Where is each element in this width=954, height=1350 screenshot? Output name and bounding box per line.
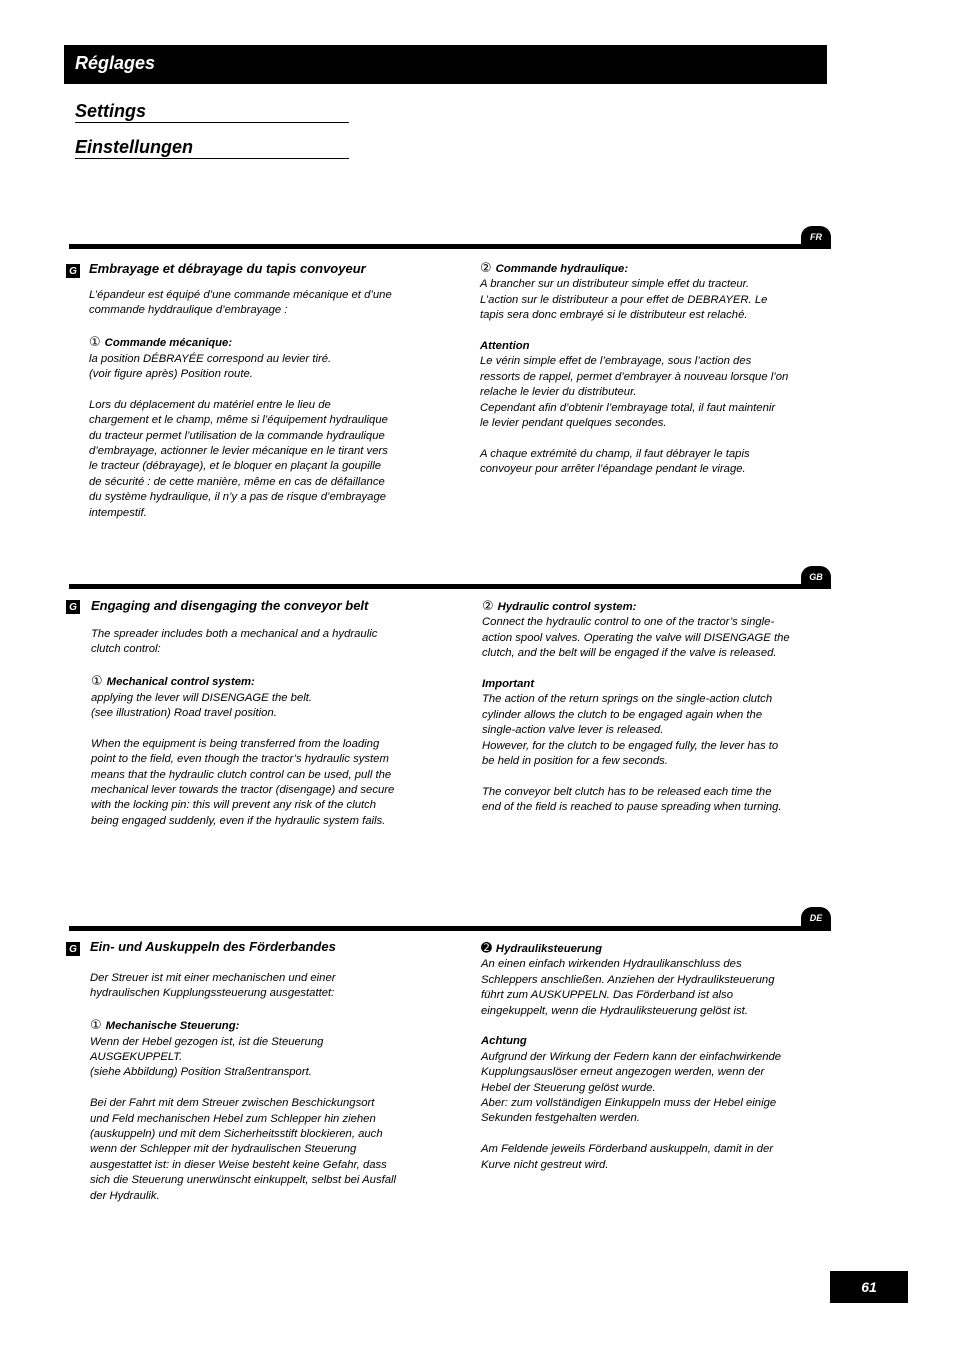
gb-hydraulic-text: Connect the hydraulic control to one of the tractor’s single- action spool valves. Operating the valve will DISENGAGE the clutch, and the belt will be engaged if the valve is released. <box>482 616 790 660</box>
section-g-icon: G <box>66 600 80 614</box>
gb-intro: The spreader includes both a mechanical and a hydraulic clutch control: <box>91 628 378 656</box>
subtitle-einstellungen: Einstellungen <box>75 137 349 159</box>
fr-attention-heading: Attention <box>480 340 530 353</box>
fr-mechanical-heading: Commande mécanique: <box>104 337 233 350</box>
de-intro: Der Streuer ist mit einer mechanischen und einer hydraulischen Kupplungssteuerung ausgestattet: <box>90 972 336 1000</box>
fr-transport-text: Lors du déplacement du matériel entre le lieu de chargement et le champ, même si l’équipement hydraulique du tracteur permet l’utilisation de la commande hydraulique d’embrayage, actionner le levier mécanique en le tirant vers le tracteur (débrayage), et le bloquer en plaçant la goupille de sécurité : de cette manière, même en cas de défaillance du système hydraulique, il n’y a pas de risque d’embrayage intempestif. <box>89 398 388 519</box>
page-number: 61 <box>830 1271 908 1303</box>
de-end-text: Am Feldende jeweils Förderband auskuppeln, damit in der Kurve nicht gestreut wird. <box>481 1143 773 1171</box>
section-rule-gb <box>69 584 831 589</box>
fr-attention-text: Le vérin simple effet de l’embrayage, sous l’action des ressorts de rappel, permet d’embrayer à nouveau lorsque l’on relache le levier du distributeur. Cependant afin d’obtenir l’embrayage total, il faut maintenir le levier pendant quelques secondes. <box>480 355 789 430</box>
section-g-icon: G <box>66 264 80 278</box>
circled-1-icon: ① <box>89 334 101 350</box>
circled-1-icon: ① <box>91 673 103 689</box>
lang-badge-fr: FR <box>801 226 831 248</box>
de-transport-text: Bei der Fahrt mit dem Streuer zwischen Beschickungsort und Feld mechanischen Hebel zum Schlepper hin ziehen (auskuppeln) und mit dem Sicherheitsstift blockieren, auch wenn der Schlepper mit der hydraulischen Steuerung ausgestattet ist: in dieser Weise besteht keine Gefahr, dass sich die Steuerung unerwünscht einkuppelt, selbst bei Ausfall der Hydraulik. <box>90 1097 397 1202</box>
section-title-gb: Engaging and disengaging the conveyor belt <box>91 598 369 613</box>
de-mechanical-heading: Mechanische Steuerung: <box>105 1020 240 1033</box>
fr-hydraulic-heading: Commande hydraulique: <box>495 263 629 275</box>
gb-important-heading: Important <box>482 678 535 691</box>
circled-2-icon: ② <box>480 260 492 275</box>
fr-left-column <box>89 288 424 536</box>
de-mechanical-text: Wenn der Hebel gezogen ist, ist die Steuerung AUSGEKUPPELT. (siehe Abbildung) Position Straßentransport. <box>90 1035 324 1079</box>
section-title-fr: Embrayage et débrayage du tapis convoyeur <box>89 261 366 276</box>
circled-1-icon: ① <box>90 1017 102 1033</box>
gb-mechanical-text: applying the lever will DISENGAGE the belt. (see illustration) Road travel position. <box>91 691 313 720</box>
de-hydraulic-heading: Hydrauliksteuerung <box>495 943 602 955</box>
section-g-icon: G <box>66 942 80 956</box>
page-title: Réglages <box>75 53 156 73</box>
subtitle-settings: Settings <box>75 101 349 123</box>
de-achtung-text: Aufgrund der Wirkung der Federn kann der einfachwirkende Kupplungsauslöser erneut angezogen werden, wenn der Hebel der Steuerung gelöst wurde. Aber: zum vollständigen Einkuppeln muss der Hebel einige Sekunden festgehalten werden. <box>481 1050 782 1125</box>
circled-2-icon: ➋ <box>481 940 492 955</box>
fr-hydraulic-text: A brancher sur un distributeur simple effet du tracteur. L’action sur le distributeur a pour effet de DEBRAYER. Le tapis sera donc embrayé si le distributeur est relaché. <box>480 278 768 322</box>
section-title-de: Ein- und Auskuppeln des Förderbandes <box>90 939 336 954</box>
section-rule-fr <box>69 244 831 249</box>
fr-end-text: A chaque extrémité du champ, il faut débrayer le tapis convoyeur pour arrêter l’épandage pendant le virage. <box>480 447 750 476</box>
gb-hydraulic-heading: Hydraulic control system: <box>497 601 637 613</box>
de-left-column <box>90 971 430 1219</box>
gb-mechanical-heading: Mechanical control system: <box>106 676 255 689</box>
lang-badge-gb: GB <box>801 566 831 588</box>
de-right-column <box>481 940 821 1188</box>
gb-right-column <box>482 598 822 831</box>
fr-mechanical-text: la position DÉBRAYÉE correspond au levier tiré. (voir figure après) Position route. <box>89 352 332 381</box>
de-hydraulic-text: An einen einfach wirkenden Hydraulikanschluss des Schleppers anschließen. Anziehen der Hydrauliksteuerung führt zum AUSKUPPELN. Das Förderband ist also eingekuppelt, wenn die Hydrauliksteuerung gelöst ist. <box>481 958 775 1017</box>
section-rule-de <box>69 926 831 931</box>
circled-2-icon: ② <box>482 598 494 613</box>
gb-left-column <box>91 627 426 845</box>
fr-right-column <box>480 260 820 493</box>
gb-end-text: The conveyor belt clutch has to be released each time the end of the field is reached to pause spreading when turning. <box>482 785 782 814</box>
header-bar <box>64 45 827 84</box>
lang-badge-de: DE <box>801 907 831 929</box>
gb-transport-text: When the equipment is being transferred from the loading point to the field, even though the tractor’s hydraulic system means that the hydraulic clutch control can be used, pull the mechanical lever towards the tractor (disengage) and secure with the locking pin: this will prevent any risk of the clutch being engaged suddenly, even if the hydraulic system fails. <box>91 737 395 827</box>
de-achtung-heading: Achtung <box>481 1035 527 1048</box>
gb-important-text: The action of the return springs on the single-action clutch cylinder allows the clutch to be engaged again when the single-action valve lever is released. However, for the clutch to be engaged fully, the lever has to be held in position for a few seconds. <box>482 693 779 768</box>
fr-intro: L’épandeur est équipé d’une commande mécanique et d’une commande hyddraulique d’embrayage : <box>89 289 392 317</box>
